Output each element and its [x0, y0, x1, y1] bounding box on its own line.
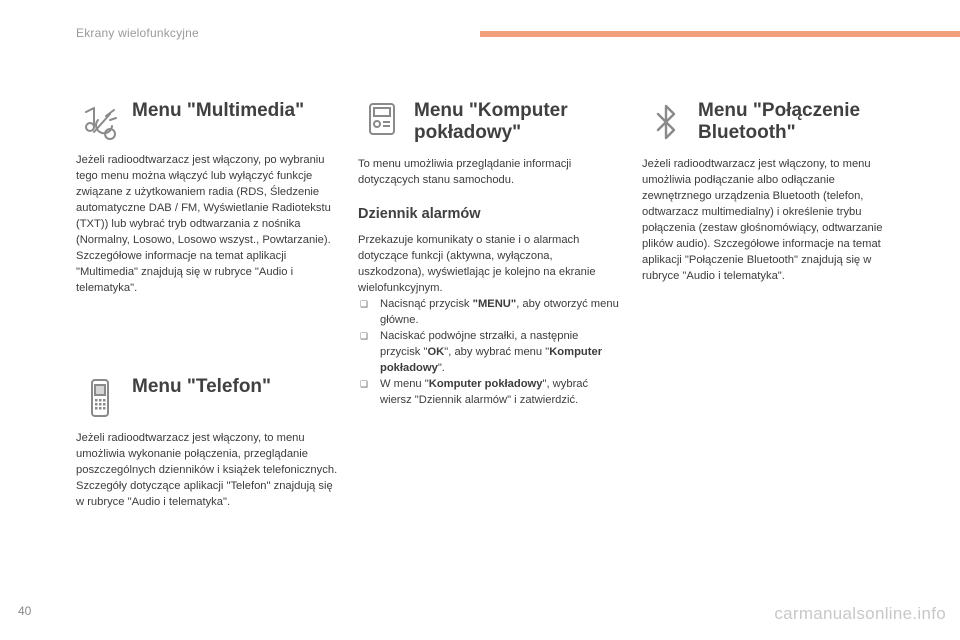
trip-computer-icon — [362, 100, 402, 144]
page-number: 40 — [18, 604, 32, 618]
section-telefon — [76, 372, 338, 510]
section-multimedia — [76, 96, 338, 296]
section-bluetooth-body: Jeżeli radioodtwarzacz jest włączony, to menu umożliwia podłączanie albo odłączanie zewnętrznego urządzenia Bluetooth (telefon, odtwarzacz multimedialny) i określenie trybu połączenia (zestaw głośnomówiący, odtwarzanie plików audio). Szczegółowe informacje na temat aplikacji "Połączenie Bluetooth" znajdują się w rubryce "Audio i telematyka". — [642, 158, 883, 282]
section-komputer-title: Menu "Komputer pokładowy" — [414, 100, 568, 143]
step-item: ❏ W menu "Komputer pokładowy", wybrać wiersz "Dziennik alarmów" i zatwierdzić. — [360, 378, 589, 406]
section-komputer-sub-body: Przekazuje komunikaty o stanie i o alarmach dotyczące funkcji (aktywna, wyłączona, uszkodzona), wyświetlając je kolejno na ekranie wielofunkcyjnym. — [358, 234, 596, 294]
step-item: ❏ Nacisnąć przycisk "MENU", aby otworzyć menu główne. — [360, 298, 619, 326]
checkbox-bullet-icon: ❏ — [360, 299, 369, 309]
section-komputer-body: To menu umożliwia przeglądanie informacji dotyczących stanu samochodu. — [358, 158, 572, 186]
section-bluetooth — [642, 96, 904, 284]
section-komputer-header — [358, 96, 620, 156]
watermark: carmanualsonline.info — [774, 604, 946, 623]
mobile-phone-icon — [80, 376, 120, 420]
section-telefon-title: Menu "Telefon" — [132, 376, 272, 397]
checkbox-bullet-icon: ❏ — [360, 331, 369, 341]
section-komputer-subheading: Dziennik alarmów — [358, 206, 481, 222]
section-telefon-header — [76, 372, 338, 424]
section-telefon-body: Jeżeli radioodtwarzacz jest włączony, to menu umożliwia wykonanie połączenia, przeglądanie poszczególnych dzienników i książek telefonicznych. Szczegóły dotyczące aplikacji "Telefon" znajdują się w rubryce "Audio i telematyka". — [76, 432, 338, 508]
multimedia-settings-icon — [80, 100, 120, 144]
header-accent-bar — [480, 31, 960, 37]
section-multimedia-body: Jeżeli radioodtwarzacz jest włączony, po wybraniu tego menu można włączyć lub wyłączyć funkcje związane z użytkowaniem radia (RDS, Śledzenie automatyczne DAB / FM, Wyświetlanie Radiotekstu (TXT)) lub wybrać tryb odtwarzania z nośnika (Normalny, Losowo, Losowo wszyst., Powtarzanie). Szczegółowe informacje na temat aplikacji "Multimedia" znajdują się w rubryce "Audio i telematyka". — [76, 154, 331, 294]
section-multimedia-header — [76, 96, 338, 148]
header-title: Ekrany wielofunkcyjne — [76, 26, 199, 40]
section-multimedia-title: Menu "Multimedia" — [132, 100, 305, 121]
section-komputer — [358, 96, 620, 408]
bluetooth-icon — [646, 100, 686, 144]
steps-list — [358, 296, 620, 408]
section-bluetooth-title: Menu "Połączenie Bluetooth" — [698, 100, 861, 143]
section-bluetooth-header — [642, 96, 904, 156]
checkbox-bullet-icon: ❏ — [360, 379, 369, 389]
step-item: ❏ Naciskać podwójne strzałki, a następnie przycisk "OK", aby wybrać menu "Komputer pokładowy". — [360, 330, 603, 374]
